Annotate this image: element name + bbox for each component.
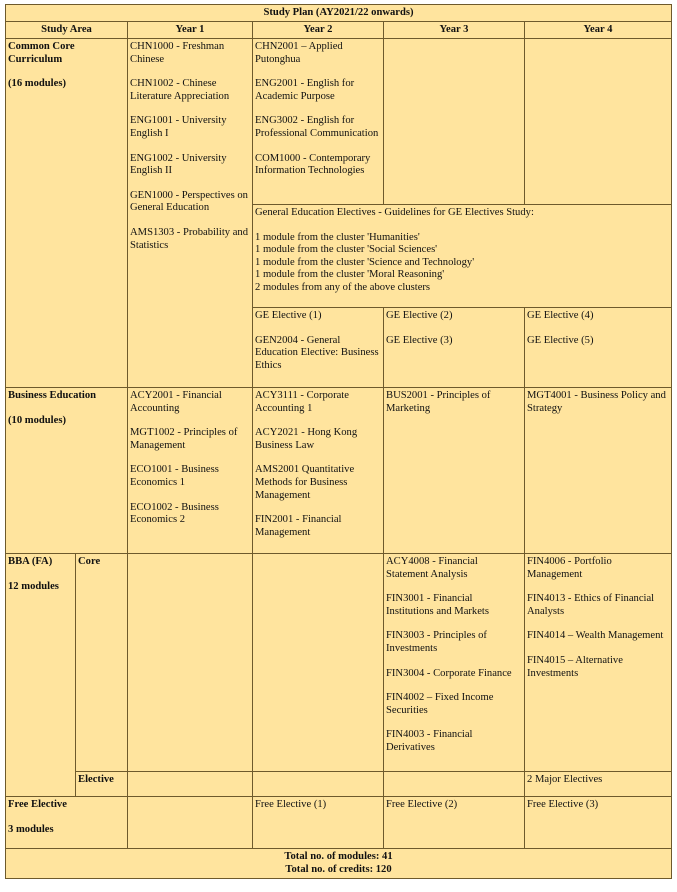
- module-item: ACY3111 - Corporate Accounting 1: [255, 390, 349, 414]
- bba-elective-year1: [128, 772, 253, 797]
- bba-core-label: Core: [76, 554, 128, 772]
- common-core-count: (16 modules): [8, 78, 66, 90]
- module-item: FIN4013 - Ethics of Financial Analysts: [527, 593, 655, 617]
- ge-year4: [525, 308, 672, 388]
- module-item: ENG1002 - University English II: [130, 152, 227, 177]
- header-year3: Year 3: [384, 22, 525, 39]
- free-label: [6, 797, 128, 849]
- module-item: FIN3003 - Principles of Investments: [386, 630, 487, 654]
- ge-year3: [384, 308, 525, 388]
- study-plan-table: [5, 4, 672, 879]
- header-year2: Year 2: [253, 22, 384, 39]
- bba-label: [6, 554, 76, 797]
- ge-year2: [253, 308, 384, 388]
- bba-core-year4: [525, 554, 672, 772]
- module-item: GE Elective (3): [386, 334, 453, 346]
- module-item: ENG3002 - English for Professional Communication: [255, 115, 379, 139]
- bba-elective-year3: [384, 772, 525, 797]
- bba-elective-year4: 2 Major Electives: [525, 772, 672, 797]
- module-item: FIN3001 - Financial Institutions and Markets: [386, 593, 489, 617]
- business-year1: [128, 388, 253, 554]
- module-item: AMS2001 Quantitative Methods for Business Management: [255, 464, 355, 501]
- totals: [6, 849, 672, 879]
- module-item: GE Elective (4): [527, 310, 594, 321]
- module-item: COM1000 - Contemporary Information Technologies: [255, 152, 371, 177]
- module-item: MGT1002 - Principles of Management: [130, 427, 238, 451]
- module-item: CHN1002 - Chinese Literature Appreciation: [130, 78, 230, 102]
- header-year4: Year 4: [525, 22, 672, 39]
- table-title: Study Plan (AY2021/22 onwards): [6, 5, 672, 22]
- module-item: FIN3004 - Corporate Finance: [386, 667, 512, 679]
- free-year3: Free Elective (2): [384, 797, 525, 849]
- module-item: ENG2001 - English for Academic Purpose: [255, 78, 355, 102]
- module-item: ENG1001 - University English I: [130, 115, 227, 139]
- bba-core-year3: [384, 554, 525, 772]
- total-modules: Total no. of modules: 41: [284, 851, 393, 862]
- module-item: CHN2001 – Applied Putonghua: [255, 41, 343, 65]
- module-item: ACY2021 - Hong Kong Business Law: [255, 427, 358, 451]
- bba-core-year2: [253, 554, 384, 772]
- module-item: BUS2001 - Principles of Marketing: [386, 390, 491, 414]
- module-item: FIN4014 – Wealth Management: [527, 630, 664, 642]
- free-year1: [128, 797, 253, 849]
- module-item: FIN4006 - Portfolio Management: [527, 556, 612, 580]
- module-item: GEN1000 - Perspectives on General Education: [130, 189, 248, 214]
- module-item: FIN2001 - Financial Management: [255, 514, 342, 538]
- bba-name: BBA (FA): [8, 556, 53, 567]
- free-name: Free Elective: [8, 799, 67, 810]
- free-year4: Free Elective (3): [525, 797, 672, 849]
- bba-elective-year2: [253, 772, 384, 797]
- bba-elective-label: Elective: [76, 772, 128, 797]
- business-count: (10 modules): [8, 414, 66, 426]
- ge-guidelines-heading: General Education Electives - Guidelines for GE Electives Study:: [255, 207, 534, 218]
- common-core-year2: [253, 39, 384, 205]
- bba-count: 12 modules: [8, 580, 59, 592]
- module-item: ACY4008 - Financial Statement Analysis: [386, 556, 478, 580]
- module-item: MGT4001 - Business Policy and Strategy: [527, 390, 666, 414]
- ge-guideline-line: 2 modules from any of the above clusters: [255, 281, 431, 293]
- module-item: FIN4003 - Financial Derivatives: [386, 729, 473, 753]
- header-year1: Year 1: [128, 22, 253, 39]
- common-core-year1: [128, 39, 253, 388]
- module-item: GEN2004 - General Education Elective: Business Ethics: [255, 334, 379, 371]
- common-core-year4: [525, 39, 672, 205]
- ge-guidelines: [253, 205, 672, 308]
- business-year4: [525, 388, 672, 554]
- common-core-year3: [384, 39, 525, 205]
- module-item: GE Elective (2): [386, 310, 453, 321]
- module-item: ECO1001 - Business Economics 1: [130, 464, 219, 488]
- ge-guideline-line: 1 module from the cluster 'Social Sciences': [255, 244, 438, 256]
- module-item: ECO1002 - Business Economics 2: [130, 501, 219, 526]
- module-item: AMS1303 - Probability and Statistics: [130, 226, 249, 251]
- ge-guideline-line: 1 module from the cluster 'Humanities': [255, 231, 420, 243]
- common-core-name: Common Core Curriculum: [8, 41, 75, 65]
- bba-core-year1: [128, 554, 253, 772]
- module-item: FIN4015 – Alternative Investments: [527, 654, 623, 679]
- module-item: GE Elective (1): [255, 310, 322, 321]
- header-study-area: Study Area: [6, 22, 128, 39]
- business-label: [6, 388, 128, 554]
- module-item: ACY2001 - Financial Accounting: [130, 390, 222, 414]
- ge-guideline-line: 1 module from the cluster 'Science and Technology': [255, 256, 475, 268]
- module-item: FIN4002 – Fixed Income Securities: [386, 692, 494, 716]
- business-year3: [384, 388, 525, 554]
- common-core-label: [6, 39, 128, 388]
- module-item: CHN1000 - Freshman Chinese: [130, 41, 225, 65]
- business-name: Business Education: [8, 390, 97, 401]
- business-year2: [253, 388, 384, 554]
- ge-guideline-line: 1 module from the cluster 'Moral Reasoning': [255, 269, 445, 281]
- free-year2: Free Elective (1): [253, 797, 384, 849]
- free-count: 3 modules: [8, 823, 54, 835]
- module-item: GE Elective (5): [527, 334, 594, 346]
- total-credits: Total no. of credits: 120: [285, 863, 392, 875]
